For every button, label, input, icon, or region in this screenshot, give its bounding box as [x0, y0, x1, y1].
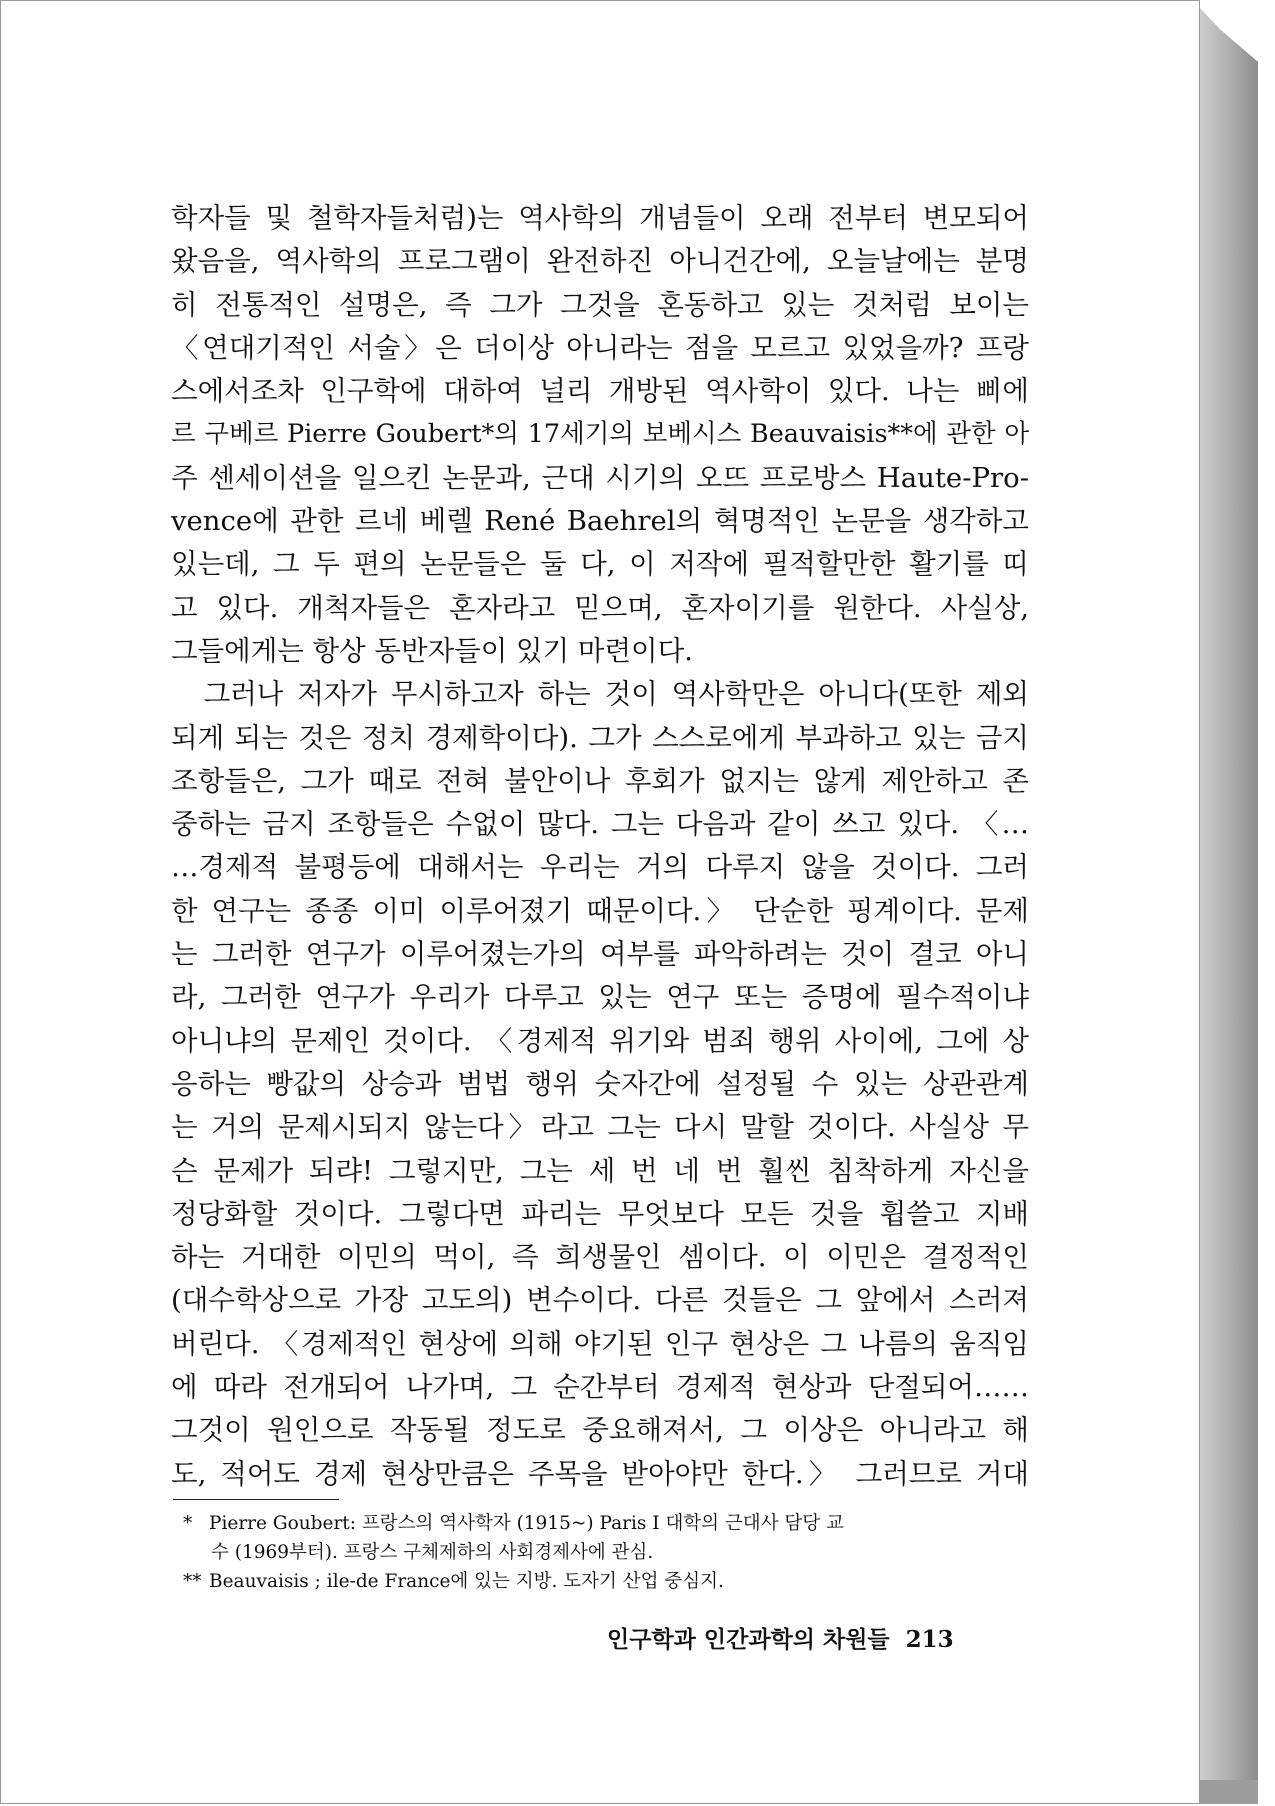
- page-number: 213: [905, 1626, 954, 1653]
- footnote-text: Pierre Goubert: 프랑스의 역사학자 (1915~) Paris I 대학의 근대사 담당 교: [209, 1513, 844, 1534]
- text-line: 있는데, 그 두 편의 논문들은 둘 다, 이 저작에 필적할만한 활기를 띠: [171, 548, 1029, 581]
- page-edge-shadow-bottom: [1200, 1780, 1258, 1804]
- text-line: 하는 거대한 이민의 먹이, 즉 희생물인 셈이다. 이 이민은 결정적인: [171, 1241, 1029, 1274]
- text-line: 스에서조차 인구학에 대하여 널리 개방된 역사학이 있다. 나는 삐에: [171, 375, 1029, 408]
- footnote-line: [211, 1538, 1011, 1567]
- text-line: 정당화할 것이다. 그렇다면 파리는 무엇보다 모든 것을 휩쓸고 지배: [171, 1197, 1029, 1230]
- text-line: 고 있다. 개척자들은 혼자라고 믿으며, 혼자이기를 원한다. 사실상,: [171, 591, 1029, 624]
- footnote-marker: *: [183, 1513, 193, 1534]
- text-line: 〈연대기적인 서술〉은 더이상 아니라는 점을 모르고 있었을까? 프랑: [171, 331, 1029, 364]
- text-line: 라, 그러한 연구가 우리가 다루고 있는 연구 또는 증명에 필수적이냐: [171, 981, 1029, 1014]
- text-line: 버린다. 〈경제적인 현상에 의해 야기된 인구 현상은 그 나름의 움직임: [171, 1327, 1029, 1360]
- text-line: 는 거의 문제시되지 않는다〉라고 그는 다시 말할 것이다. 사실상 무: [171, 1111, 1029, 1144]
- text-line: 아니냐의 문제인 것이다. 〈경제적 위기와 범죄 행위 사이에, 그에 상: [171, 1024, 1029, 1057]
- text-line: 응하는 빵값의 상승과 범법 행위 숫자간에 설정될 수 있는 상관관계: [171, 1067, 1029, 1100]
- footnote-line: [183, 1509, 1011, 1538]
- text-line: (대수학상으로 가장 고도의) 변수이다. 다른 것들은 그 앞에서 스러져: [171, 1284, 1029, 1317]
- text-line: 에 따라 전개되어 나가며, 그 순간부터 경제적 현상과 단절되어……: [171, 1371, 1029, 1404]
- running-title: 인구학과 인간과학의 차원들: [607, 1626, 890, 1653]
- page-edge-shadow: [1200, 8, 1258, 1804]
- body-text: [171, 197, 1029, 1496]
- text-line: 한 연구는 종종 이미 이루어졌기 때문이다.〉 단순한 핑계이다. 문제: [171, 894, 1029, 927]
- running-footer: [607, 1621, 954, 1654]
- footnote-text: Beauvaisis ; ile-de France에 있는 지방. 도자기 산업 중심지.: [209, 1571, 724, 1592]
- footnote-marker: **: [183, 1571, 202, 1592]
- footnote-divider: [173, 1499, 339, 1500]
- text-line: 조항들은, 그가 때로 전혀 불안이나 후회가 없지는 않게 제안하고 존: [171, 764, 1029, 797]
- text-line: 왔음을, 역사학의 프로그램이 완전하진 아니건간에, 오늘날에는 분명: [171, 245, 1029, 278]
- text-line: 히 전통적인 설명은, 즉 그가 그것을 혼동하고 있는 것처럼 보이는: [171, 288, 1029, 321]
- text-line: 도, 적어도 경제 현상만큼은 주목을 받아야만 한다.〉 그러므로 거대: [171, 1457, 1029, 1490]
- footnotes: [183, 1509, 1011, 1596]
- text-line: 그들에게는 항상 동반자들이 있기 마련이다.: [171, 634, 693, 667]
- text-line: 주 센세이션을 일으킨 논문과, 근대 시기의 오뜨 프로방스 Haute-Pro-: [171, 461, 1029, 494]
- text-line: vence에 관한 르네 베렐 René Baehrel의 혁명적인 논문을 생각하고: [171, 505, 1029, 538]
- text-line: 르 구베르 Pierre Goubert*의 17세기의 보베시스 Beauvaisis**에 관한 아: [171, 419, 1029, 450]
- footnote-text: 수 (1969부터). 프랑스 구체제하의 사회경제사에 관심.: [211, 1542, 654, 1563]
- text-line: 는 그러한 연구가 이루어졌는가의 여부를 파악하려는 것이 결코 아니: [171, 938, 1029, 971]
- text-line: 되게 되는 것은 정치 경제학이다). 그가 스스로에게 부과하고 있는 금지: [171, 721, 1029, 754]
- text-line: 그것이 원인으로 작동될 정도로 중요해져서, 그 이상은 아니라고 해: [171, 1414, 1029, 1447]
- text-line: 중하는 금지 조항들은 수없이 많다. 그는 다음과 같이 쓰고 있다. 〈…: [171, 808, 1029, 841]
- text-line: 학자들 및 철학자들처럼)는 역사학의 개념들이 오래 전부터 변모되어: [171, 202, 1029, 234]
- footnote-line: [183, 1567, 1011, 1596]
- text-line: 슨 문제가 되랴! 그렇지만, 그는 세 번 네 번 훨씬 침착하게 자신을: [171, 1154, 1029, 1187]
- text-line: …경제적 불평등에 대해서는 우리는 거의 다루지 않을 것이다. 그러: [171, 851, 1029, 884]
- text-line: 그러나 저자가 무시하고자 하는 것이 역사학만은 아니다(또한 제외: [171, 678, 1029, 711]
